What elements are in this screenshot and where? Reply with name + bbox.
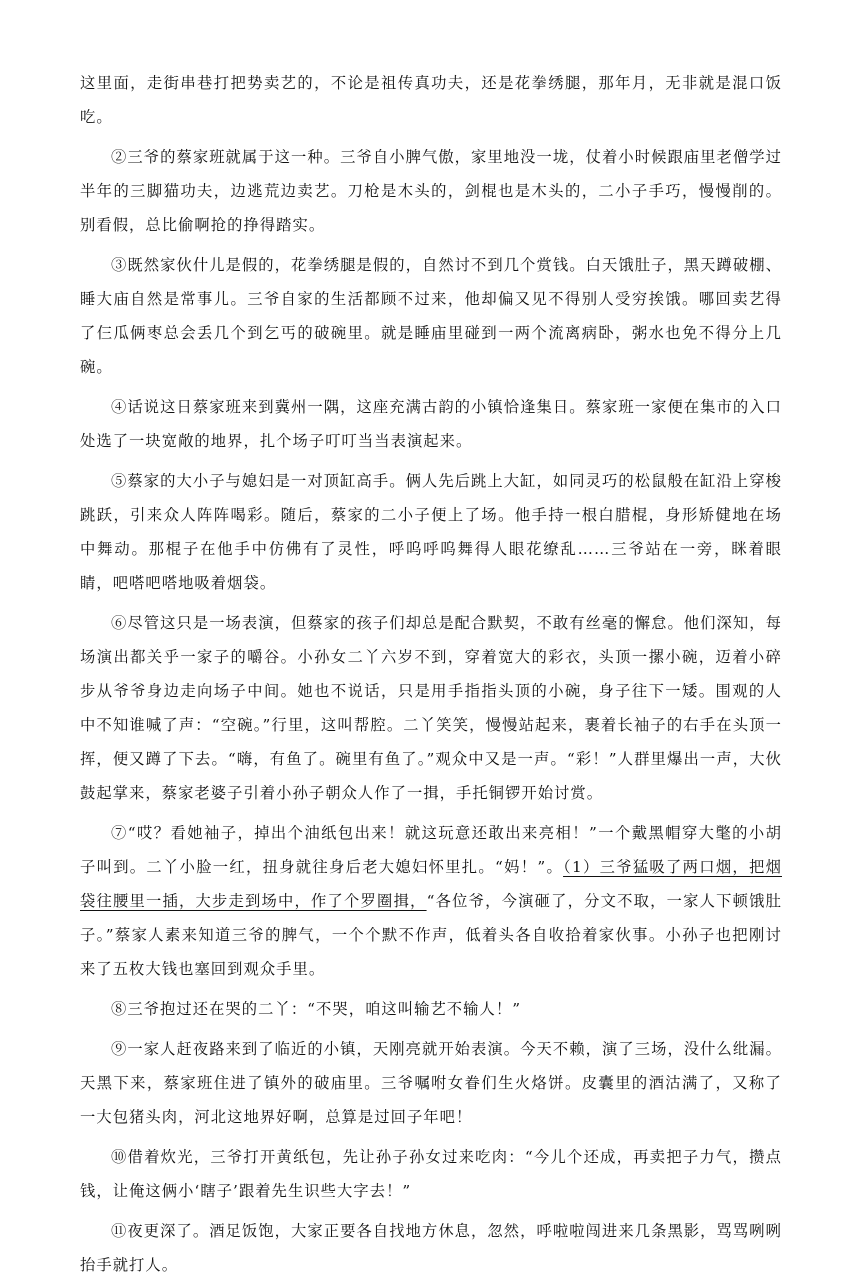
paragraph-text: 这里面，走街串巷打把势卖艺的，不论是祖传真功夫，还是花拳绣腿，那年月，无非就是混口饭吃。: [80, 74, 782, 126]
paragraph-text: ③既然家伙什儿是假的，花拳绣腿是假的，自然讨不到几个赏钱。白天饿肚子，黑天蹲破棚、睡大庙自然是常事儿。三爷自家的生活都顾不过来，他却偏又见不得别人受穷挨饿。哪回卖艺得了仨瓜俩枣总会丢几个到乞丐的破碗里。就是睡庙里碰到一两个流离病卧，粥水也免不得分上几碗。: [80, 256, 782, 376]
paragraph-2: [80, 140, 782, 242]
paragraph-text: ⑧三爷抱过还在哭的二丫：“不哭，咱这叫输艺不输人！”: [111, 1000, 522, 1018]
paragraph-6: [80, 606, 782, 810]
paragraph-text: “各位爷，今演砸了，分文不取，一家人下顿饿肚子。”蔡家人素来知道三爷的脾气，一个个默不作声，低着头各自收拾着家伙事。小孙子也把刚讨来了五枚大钱也塞回到观众手里。: [80, 892, 782, 978]
paragraph-text: ⑪夜更深了。酒足饭饱，大家正要各自找地方休息，忽然，呼啦啦闯进来几条黑影，骂骂咧咧抬手就打人。: [80, 1222, 782, 1274]
paragraph-text: ④话说这日蔡家班来到冀州一隅，这座充满古韵的小镇恰逢集日。蔡家班一家便在集市的入口处选了一块宽敞的地界，扎个场子叮叮当当表演起来。: [80, 398, 782, 450]
paragraph-9: [80, 1032, 782, 1134]
paragraph-text: ⑥尽管这只是一场表演，但蔡家的孩子们却总是配合默契，不敢有丝毫的懈怠。他们深知，每场演出都关乎一家子的嚼谷。小孙女二丫六岁不到，穿着宽大的彩衣，头顶一摞小碗，迈着小碎步从爷爷身边走向场子中间。她也不说话，只是用手指指头顶的小碗，身子往下一矮。围观的人中不知谁喊了声：“空碗。”行里，这叫帮腔。二丫笑笑，慢慢站起来，裹着长袖子的右手在头顶一挥，便又蹲了下去。“嗨，有鱼了。碗里有鱼了。”观众中又是一声。“彩！”人群里爆出一声，大伙鼓起掌来，蔡家老婆子引着小孙子朝众人作了一揖，手托铜锣开始讨赏。: [80, 614, 782, 802]
document-page: [80, 66, 782, 1288]
paragraph-10: [80, 1140, 782, 1208]
underlined-question-passage: （1）三爷猛吸了两口烟，把烟袋往腰里一插，大步走到场中，作了个罗圈揖，: [80, 858, 782, 910]
paragraph-11: [80, 1214, 782, 1282]
paragraph-text: ⑨一家人赶夜路来到了临近的小镇，天刚亮就开始表演。今天不赖，演了三场，没什么纰漏。天黑下来，蔡家班住进了镇外的破庙里。三爷嘱咐女眷们生火烙饼。皮囊里的酒沽满了，又称了一大包猪头肉，河北这地界好啊，总算是过回子年吧！: [80, 1040, 782, 1126]
paragraph-continuation: [80, 66, 782, 134]
paragraph-4: [80, 390, 782, 458]
paragraph-text: ⑦“哎？看她袖子，掉出个油纸包出来！就这玩意还敢出来亮相！”一个戴黑帽穿大氅的小胡子叫到。二丫小脸一红，扭身就往身后老大媳妇怀里扎。“妈！”。: [80, 824, 782, 876]
paragraph-5: [80, 464, 782, 600]
paragraph-8: [80, 992, 782, 1026]
paragraph-text: ②三爷的蔡家班就属于这一种。三爷自小脾气傲，家里地没一垅，仗着小时候跟庙里老僧学过半年的三脚猫功夫，边逃荒边卖艺。刀枪是木头的，剑棍也是木头的，二小子手巧，慢慢削的。别看假，总比偷啊抢的挣得踏实。: [80, 148, 782, 234]
paragraph-text: ⑤蔡家的大小子与媳妇是一对顶缸高手。俩人先后跳上大缸，如同灵巧的松鼠般在缸沿上穿梭跳跃，引来众人阵阵喝彩。随后，蔡家的二小子便上了场。他手持一根白腊棍，身形矫健地在场中舞动。那棍子在他手中仿佛有了灵性，呼呜呼呜舞得人眼花缭乱……三爷站在一旁，眯着眼睛，吧嗒吧嗒地吸着烟袋。: [80, 472, 782, 592]
paragraph-text: ⑩借着炊光，三爷打开黄纸包，先让孙子孙女过来吃肉：“今儿个还成，再卖把子力气，攒点钱，让俺这俩小‘瞎子’跟着先生识些大字去！”: [80, 1148, 782, 1200]
paragraph-7: [80, 816, 782, 986]
paragraph-3: [80, 248, 782, 384]
